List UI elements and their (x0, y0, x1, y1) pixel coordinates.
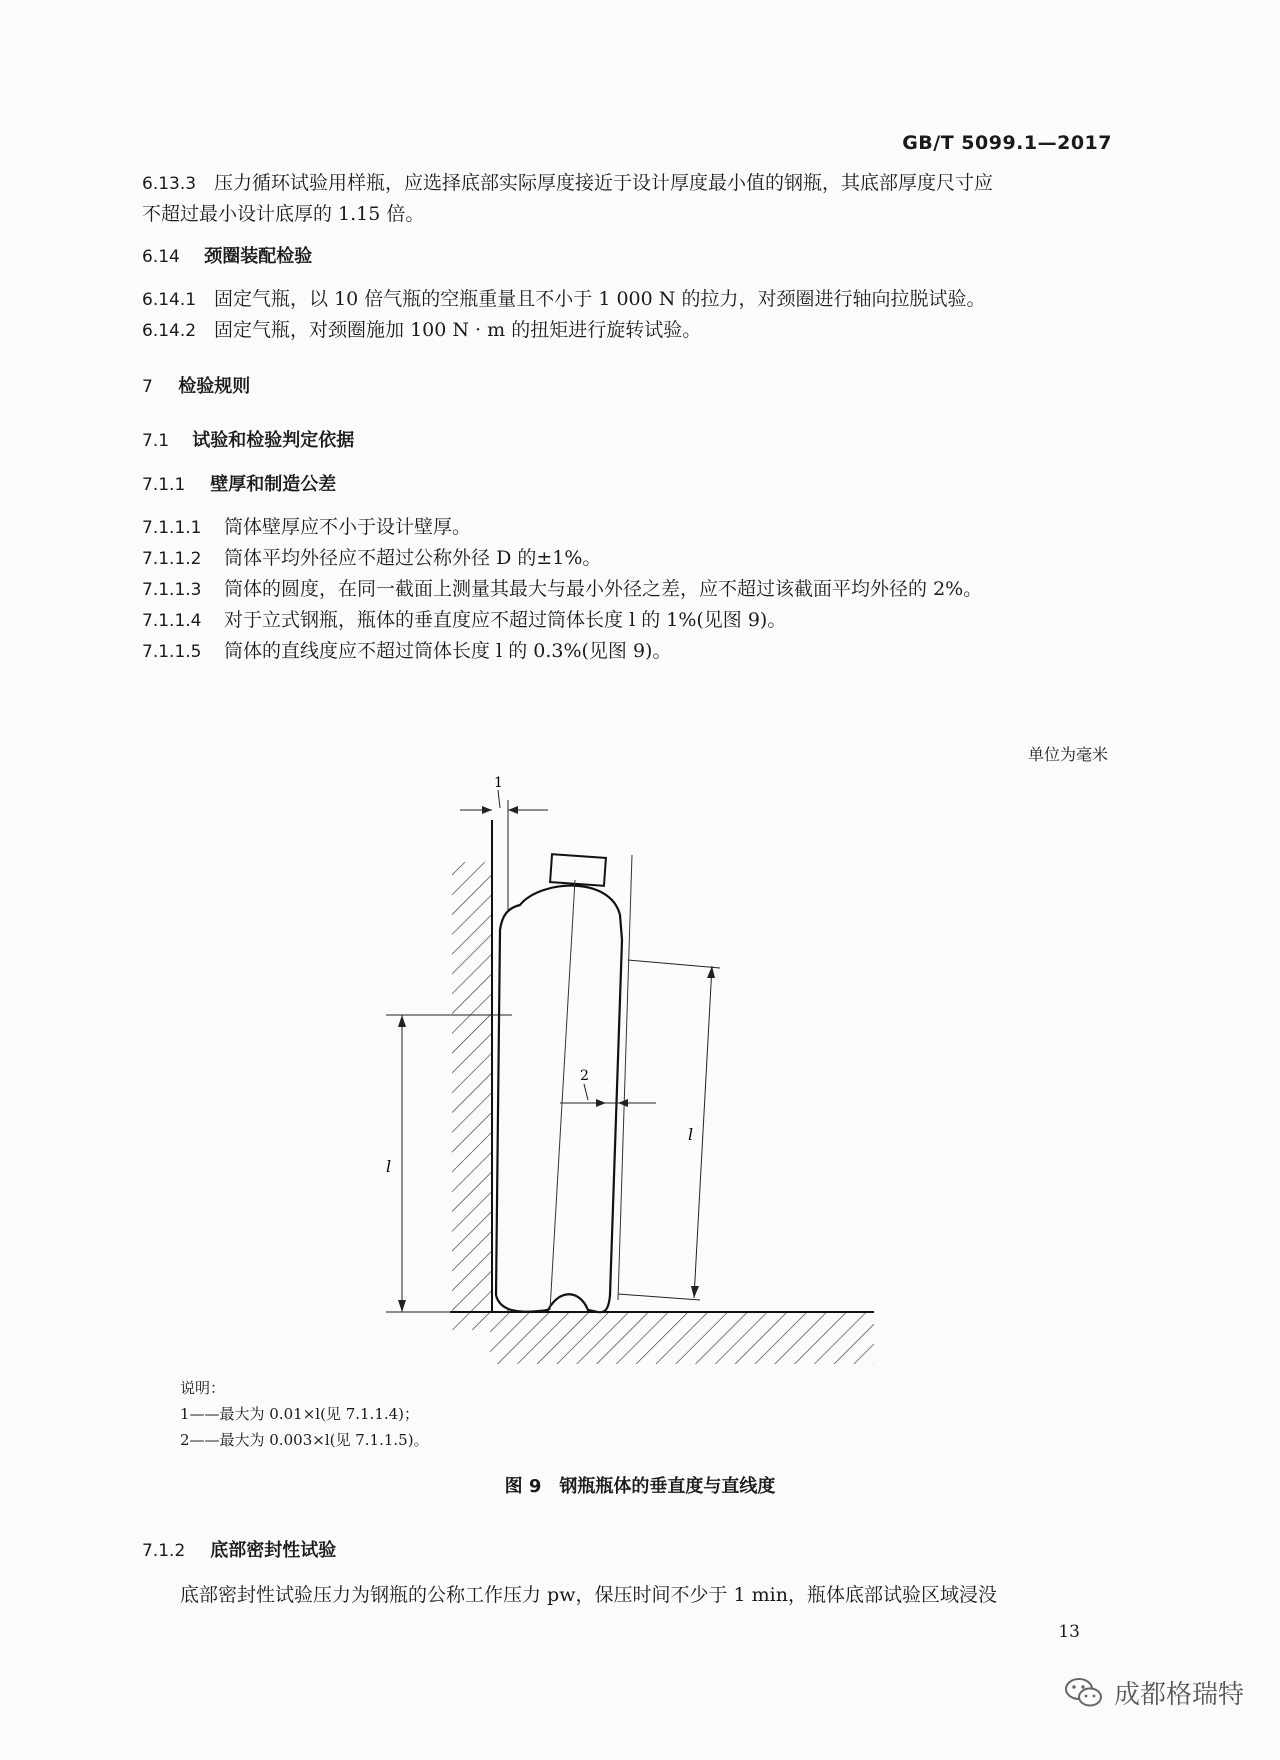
standard-code: GB/T 5099.1—2017 (902, 132, 1112, 154)
clause-7-1-2-body (180, 1580, 997, 1610)
arrow-1-left (482, 806, 492, 814)
clause-text: 固定气瓶，以 10 倍气瓶的空瓶重量且不小于 1 000 N 的拉力，对颈圈进行轴向拉脱试验。 (214, 288, 986, 310)
clause-6-14-2 (142, 315, 701, 346)
cylinder-outline (496, 886, 622, 1313)
section-number: 6.14 (142, 247, 180, 267)
arrow-left-top (398, 1015, 406, 1027)
watermark (1064, 1674, 1244, 1711)
figure-label-l-left: l (386, 1157, 392, 1176)
section-number: 7.1 (142, 431, 170, 451)
legend-item-2: 2——最大为 0.003×l(见 7.1.1.5)。 (180, 1431, 429, 1449)
section-6-14-heading (142, 242, 312, 272)
figure-label-l-right: l (688, 1125, 694, 1144)
cylinder-neck (550, 854, 606, 886)
clause-number: 6.14.1 (142, 290, 197, 310)
clause-text: 对于立式钢瓶，瓶体的垂直度应不超过筒体长度 l 的 1%(见图 9)。 (224, 609, 787, 631)
clause-text: 固定气瓶，对颈圈施加 100 N · m 的扭矩进行旋转试验。 (214, 319, 702, 341)
section-number: 7.1.1 (142, 475, 186, 495)
watermark-text: 成都格瑞特 (1113, 1680, 1244, 1710)
figure-label-2: 2 (580, 1068, 589, 1084)
wall-hatching (452, 862, 492, 1330)
clause-text: 压力循环试验用样瓶，应选择底部实际厚度接近于设计厚度最小值的钢瓶，其底部厚度尺寸应 (214, 172, 994, 194)
arrow-1-right (508, 806, 518, 814)
clause-number: 7.1.1.3 (142, 580, 202, 600)
figure-label-1: 1 (494, 775, 503, 791)
arrow-right-bottom (691, 1286, 699, 1298)
clause-6-13-3 (142, 168, 993, 199)
page-number: 13 (1058, 1622, 1080, 1642)
clause-text: 筒体壁厚应不小于设计壁厚。 (224, 516, 472, 538)
extension-line-right-bottom (618, 1294, 700, 1300)
clause-text: 底部密封性试验压力为钢瓶的公称工作压力 pw，保压时间不少于 1 min，瓶体底部试验区域浸没 (180, 1584, 997, 1606)
section-title: 壁厚和制造公差 (210, 474, 337, 495)
clause-7-1-1-5 (142, 636, 671, 667)
clause-text: 筒体的圆度，在同一截面上测量其最大与最小外径之差，应不超过该截面平均外径的 2%。 (224, 578, 983, 600)
wechat-icon (1064, 1676, 1104, 1710)
clause-7-1-1-4 (142, 605, 786, 636)
extension-line-right-top (628, 960, 720, 968)
dimension-line-right (694, 966, 712, 1298)
figure-caption: 图 9 钢瓶瓶体的垂直度与直线度 (504, 1476, 776, 1497)
chapter-number: 7 (142, 377, 153, 397)
section-7-1-1-heading (142, 470, 336, 500)
leader-1 (498, 790, 500, 808)
chapter-7-heading (142, 372, 250, 402)
clause-text: 筒体平均外径应不超过公称外径 D 的±1%。 (224, 547, 602, 569)
section-title: 试验和检验判定依据 (192, 430, 355, 451)
unit-note: 单位为毫米 (1027, 745, 1108, 764)
floor-hatching (490, 1312, 874, 1364)
clause-7-1-1-1 (142, 512, 471, 543)
section-number: 7.1.2 (142, 1541, 186, 1561)
clause-number: 6.14.2 (142, 321, 197, 341)
clause-number: 7.1.1.5 (142, 642, 202, 662)
arrow-2-right (618, 1099, 628, 1107)
clause-7-1-1-3 (142, 574, 982, 605)
legend-title: 说明： (180, 1379, 226, 1397)
clause-6-14-1 (142, 284, 985, 315)
clause-6-13-3-cont (142, 199, 424, 229)
chapter-title: 检验规则 (178, 376, 251, 397)
clause-number: 7.1.1.4 (142, 611, 202, 631)
clause-number: 7.1.1.2 (142, 549, 202, 569)
clause-text: 不超过最小设计底厚的 1.15 倍。 (142, 203, 425, 225)
clause-text: 筒体的直线度应不超过筒体长度 l 的 0.3%(见图 9)。 (224, 640, 672, 662)
clause-number: 6.13.3 (142, 174, 197, 194)
clause-number: 7.1.1.1 (142, 518, 202, 538)
clause-7-1-1-2 (142, 543, 601, 574)
section-title: 底部密封性试验 (210, 1540, 337, 1561)
section-7-1-heading (142, 426, 354, 456)
section-title: 颈圈装配检验 (204, 246, 313, 267)
section-7-1-2-heading (142, 1536, 336, 1566)
legend-item-1: 1——最大为 0.01×l(见 7.1.1.4)； (180, 1405, 420, 1423)
figure-9-diagram (386, 770, 880, 1370)
arrow-left-bottom (398, 1300, 406, 1312)
